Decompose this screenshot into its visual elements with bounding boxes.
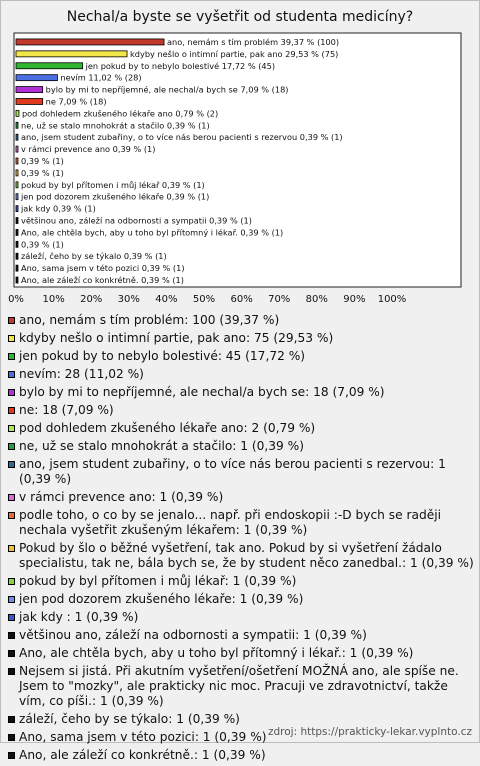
bar-10 (16, 146, 18, 152)
legend-item (8, 592, 474, 607)
bar-label-15: jak kdy 0,39 % (1) (21, 203, 96, 214)
bar-21 (16, 277, 18, 283)
legend-swatch (8, 716, 15, 723)
bar-7 (16, 110, 19, 116)
legend-label: podle toho, o co by se jenalo... např. při endoskopii :-D bych se raději nechala vyšetřit zkušeným lékařem: 1 (0,39 %) (19, 508, 441, 537)
bar-label-20: Ano, sama jsem v této pozici 0,39 % (1) (21, 263, 185, 274)
bar-label-16: většinou ano, záleží na odbornosti a sympatii 0,39 % (1) (21, 215, 252, 226)
bar-1 (16, 39, 164, 45)
bar-label-10: v rámci prevence ano 0,39 % (1) (21, 144, 156, 155)
bar-12 (16, 170, 18, 176)
x-tick-label: 40% (155, 294, 178, 305)
legend-item (8, 541, 474, 571)
bar-18 (16, 241, 18, 247)
bar-label-18: 0,39 % (1) (21, 239, 64, 250)
bar-15 (16, 206, 18, 212)
legend-swatch (8, 461, 15, 468)
legend-label: ne: 18 (7,09 %) (19, 403, 114, 417)
x-tick-label: 20% (80, 294, 103, 305)
legend-item (8, 646, 474, 661)
bar-label-8: ne, už se stalo mnohokrát a stačilo 0,39 % (1) (21, 120, 210, 131)
legend-label: většinou ano, záleží na odbornosti a sympatii: 1 (0,39 %) (19, 628, 367, 642)
bar-label-11: 0,39 % (1) (21, 156, 64, 166)
legend-label: ne, už se stalo mnohokrát a stačilo: 1 (0,39 %) (19, 439, 305, 453)
legend-swatch (8, 668, 15, 675)
legend-swatch (8, 389, 15, 396)
legend-swatch (8, 545, 15, 552)
legend-item (8, 349, 474, 364)
legend-swatch (8, 353, 15, 360)
bar-13 (16, 182, 18, 188)
x-tick-label: 10% (42, 294, 65, 305)
bar-label-4: nevím 11,02 % (28) (60, 72, 142, 83)
bar-8 (16, 122, 18, 128)
bar-3 (16, 63, 83, 69)
bar-14 (16, 194, 18, 200)
bar-20 (16, 265, 18, 271)
bar-label-6: ne 7,09 % (18) (45, 96, 107, 107)
bar-label-2: kdyby nešlo o intimní partie, pak ano 29,53 % (75) (130, 48, 339, 59)
bar-19 (16, 253, 18, 259)
legend-label: nevím: 28 (11,02 %) (19, 367, 144, 381)
bar-chart (0, 0, 480, 310)
x-tick-label: 50% (192, 294, 216, 305)
bar-5 (16, 87, 43, 93)
legend-swatch (8, 752, 15, 759)
bar-2 (16, 51, 127, 57)
legend-swatch (8, 512, 15, 519)
legend-label: Nejsem si jistá. Při akutním vyšetření/ošetření MOŽNÁ ano, ale spíše ne. Jsem to "mozky", ale prakticky nic moc. Pracuji ve zdravotnictví, takže vím, co píši.: 1 (0,39 %) (19, 664, 459, 708)
legend-item (8, 439, 474, 454)
legend-item (8, 403, 474, 418)
legend-item (8, 508, 474, 538)
bar-label-13: pokud by byl přítomen i můj lékař 0,39 % (1) (21, 179, 205, 190)
legend-label: Ano, ale chtěla bych, aby u toho byl přítomný i lékař.: 1 (0,39 %) (19, 646, 414, 660)
x-tick-label: 30% (117, 294, 140, 305)
legend-item (8, 748, 474, 763)
legend-item (8, 331, 474, 346)
x-tick-label: 100% (377, 294, 407, 305)
x-tick-label: 70% (268, 294, 291, 305)
legend-swatch (8, 494, 15, 501)
bar-label-12: 0,39 % (1) (21, 167, 64, 178)
source-note: zdroj: https://prakticky-lekar.vyplnto.cz (268, 726, 472, 738)
x-tick-label: 90% (343, 294, 366, 305)
legend-label: jen pod dozorem zkušeného lékaře: 1 (0,39 %) (19, 592, 304, 606)
legend-swatch (8, 407, 15, 414)
bar-label-17: Ano, ale chtěla bych, aby u toho byl přítomný i lékař. 0,39 % (1) (21, 227, 284, 238)
bar-label-5: bylo by mi to nepříjemné, ale nechal/a bych se 7,09 % (18) (45, 84, 289, 95)
legend-item (8, 574, 474, 589)
legend-swatch (8, 650, 15, 657)
legend-label: záleží, čeho by se týkalo: 1 (0,39 %) (19, 712, 240, 726)
legend-label: pokud by byl přítomen i můj lékař: 1 (0,39 %) (19, 574, 297, 588)
legend-swatch (8, 443, 15, 450)
legend-swatch (8, 614, 15, 621)
legend-label: Ano, ale záleží co konkrétně.: 1 (0,39 %) (19, 748, 266, 762)
bar-label-9: ano, jsem student zubařiny, o to více nás berou pacienti s rezervou 0,39 % (1) (21, 132, 343, 143)
legend-label: Ano, sama jsem v této pozici: 1 (0,39 %) (19, 730, 267, 744)
bar-label-1: ano, nemám s tím problém 39,37 % (100) (167, 36, 340, 47)
bar-label-21: Ano, ale záleží co konkrétně. 0,39 % (1) (21, 275, 184, 286)
legend-swatch (8, 734, 15, 741)
legend-item (8, 313, 474, 328)
bar-label-7: pod dohledem zkušeného lékaře ano 0,79 % (2) (21, 108, 219, 119)
legend-item (8, 457, 474, 487)
legend-swatch (8, 632, 15, 639)
legend-swatch (8, 317, 15, 324)
legend-label: pod dohledem zkušeného lékaře ano: 2 (0,79 %) (19, 421, 316, 435)
bar-4 (16, 75, 57, 81)
legend (8, 313, 474, 766)
bar-16 (16, 218, 18, 224)
legend-item (8, 490, 474, 505)
legend-swatch (8, 335, 15, 342)
legend-label: v rámci prevence ano: 1 (0,39 %) (19, 490, 224, 504)
x-tick-label: 60% (230, 294, 253, 305)
legend-item (8, 628, 474, 643)
legend-label: kdyby nešlo o intimní partie, pak ano: 75 (29,53 %) (19, 331, 334, 345)
legend-label: jen pokud by to nebylo bolestivé: 45 (17,72 %) (19, 349, 306, 363)
bar-label-19: záleží, čeho by se týkalo 0,39 % (1) (21, 251, 167, 262)
legend-label: ano, nemám s tím problém: 100 (39,37 %) (19, 313, 280, 327)
legend-label: jak kdy : 1 (0,39 %) (19, 610, 139, 624)
legend-label: bylo by mi to nepříjemné, ale nechal/a bych se: 18 (7,09 %) (19, 385, 385, 399)
legend-swatch (8, 578, 15, 585)
legend-label: Pokud by šlo o běžné vyšetření, tak ano. Pokud by si vyšetření žádalo specialistu, tak ne, bála bych se, že by student něco zanedbal.: 1 (0,39 %) (19, 541, 474, 570)
legend-item (8, 712, 474, 727)
x-tick-label: 0% (8, 294, 24, 305)
legend-item (8, 610, 474, 625)
chart-title: Nechal/a byste se vyšetřit od studenta medicíny? (66, 9, 414, 25)
bar-6 (16, 98, 43, 104)
legend-swatch (8, 371, 15, 378)
legend-item (8, 385, 474, 400)
legend-item (8, 421, 474, 436)
bar-17 (16, 229, 18, 235)
plot-area (14, 33, 461, 287)
bar-9 (16, 134, 18, 140)
legend-swatch (8, 596, 15, 603)
x-tick-label: 80% (305, 294, 328, 305)
legend-item (8, 367, 474, 382)
legend-swatch (8, 425, 15, 432)
legend-item (8, 664, 474, 709)
bar-11 (16, 158, 18, 164)
bar-label-14: jen pod dozorem zkušeného lékaře 0,39 % (1) (21, 191, 210, 202)
legend-label: ano, jsem student zubařiny, o to více nás berou pacienti s rezervou: 1 (0,39 %) (19, 457, 446, 486)
bar-label-3: jen pokud by to nebylo bolestivé 17,72 % (45) (85, 60, 276, 71)
